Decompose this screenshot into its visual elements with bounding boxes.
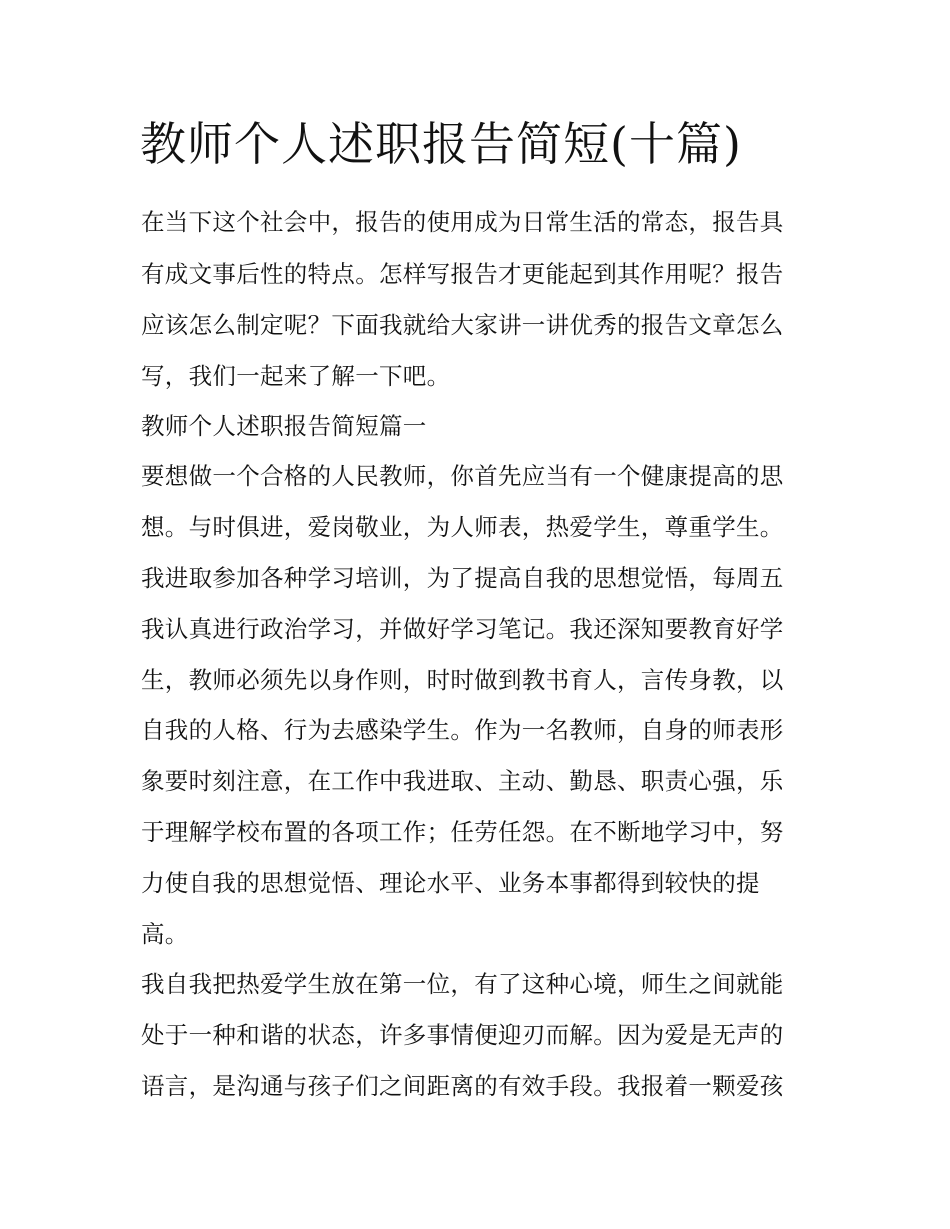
paragraph-line: 自我的人格、行为去感染学生。作为一名教师，自身的师表形 xyxy=(141,716,784,744)
paragraph-line: 象要时刻注意，在工作中我进取、主动、勤恳、职责心强，乐 xyxy=(141,767,784,795)
paragraph-line: 我认真进行政治学习，并做好学习笔记。我还深知要教育好学 xyxy=(141,615,784,643)
paragraph-line: 于理解学校布置的各项工作；任劳任怨。在不断地学习中，努 xyxy=(141,818,784,846)
paragraph-line: 生，教师必须先以身作则，时时做到教书育人，言传身教，以 xyxy=(141,666,784,694)
section-heading: 教师个人述职报告简短篇一 xyxy=(141,412,427,440)
paragraph-line: 处于一种和谐的状态，许多事情便迎刃而解。因为爱是无声的 xyxy=(141,1021,784,1049)
intro-line: 写，我们一起来了解一下吧。 xyxy=(141,362,451,390)
paragraph-line: 语言，是沟通与孩子们之间距离的有效手段。我报着一颗爱孩 xyxy=(141,1072,784,1100)
intro-line: 有成文事后性的特点。怎样写报告才更能起到其作用呢？报告 xyxy=(141,260,784,288)
paragraph-line: 想。与时俱进，爱岗敬业，为人师表，热爱学生，尊重学生。 xyxy=(141,513,784,541)
intro-line: 在当下这个社会中，报告的使用成为日常生活的常态，报告具 xyxy=(141,208,784,236)
paragraph-line: 力使自我的思想觉悟、理论水平、业务本事都得到较快的提 xyxy=(141,869,760,897)
paragraph-line: 我自我把热爱学生放在第一位，有了这种心境，师生之间就能 xyxy=(141,970,784,998)
paragraph-line: 我进取参加各种学习培训，为了提高自我的思想觉悟，每周五 xyxy=(141,564,784,592)
paragraph-line: 高。 xyxy=(141,920,189,948)
intro-line: 应该怎么制定呢？下面我就给大家讲一讲优秀的报告文章怎么 xyxy=(141,311,784,339)
paragraph-line: 要想做一个合格的人民教师，你首先应当有一个健康提高的思 xyxy=(141,462,784,490)
document-title: 教师个人述职报告简短(十篇) xyxy=(140,117,742,171)
